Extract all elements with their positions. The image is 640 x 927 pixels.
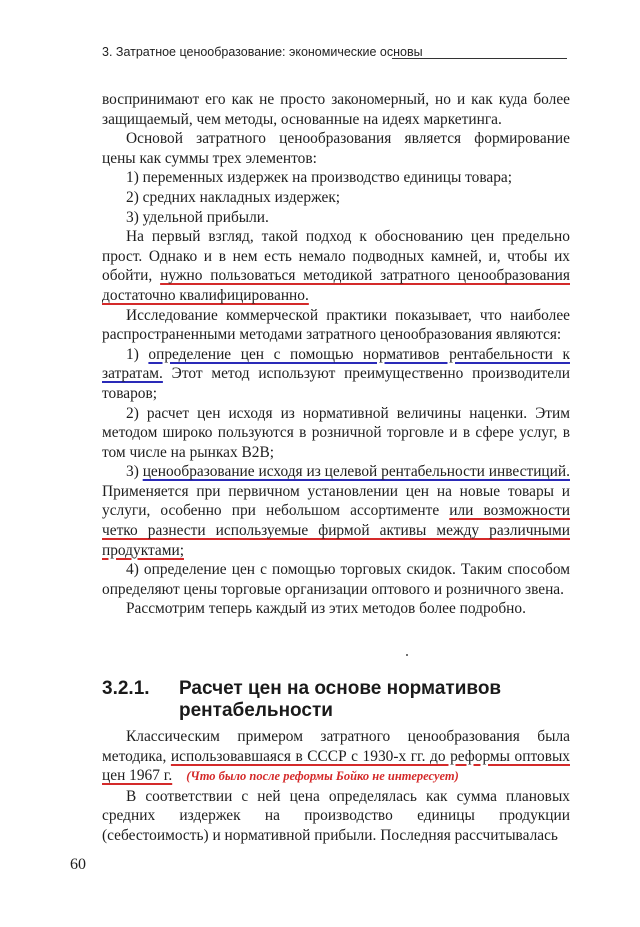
paragraph: В соответствии с ней цена определялась как сумма плановых средних издержек на производство единицы продукции (себестоимость) и нормативной прибыли. Последняя рассчитывалась: [102, 787, 570, 844]
paragraph: [102, 727, 570, 787]
page-number: 60: [70, 856, 86, 873]
text-span: На первый взгляд, такой подход к обоснованию цен предельно прост. Однако и в нем есть немало подводных камней, и, чтобы их обойти,: [102, 228, 570, 285]
method-item: 2) расчет цен исходя из нормативной величины наценки. Этим методом широко пользуются в розничной торговле и в сфере услуг, в том числе на рынках B2B;: [102, 404, 570, 461]
main-text: [102, 90, 570, 619]
text-span: Этот метод используют преимущественно производители товаров;: [102, 365, 570, 402]
section-title: Расчет цен на основе нормативов рентабельности: [179, 678, 502, 721]
blue-underlined-text: определение цен с помощью нормативов рентабельности к затратам.: [102, 345, 570, 383]
method-item: [102, 462, 570, 560]
list-item: 3) удельной прибыли.: [126, 208, 269, 226]
text-span: Применяется при первичном установлении цен на новые товары и услуги, особенно при небольшом ассортименте: [102, 482, 570, 520]
paragraph: воспринимают его как не просто закономерный, но и как куда более защищаемый, чем методы, основанные на идеях маркетинга.: [102, 91, 570, 128]
paragraph: Рассмотрим теперь каждый из этих методов более подробно.: [126, 600, 526, 618]
paragraph: Исследование коммерческой практики показывает, что наиболее распространенными методами затратного ценообразования являются:: [102, 306, 570, 344]
method-item: [102, 345, 570, 404]
list-item: 1) переменных издержек на производство единицы товара;: [126, 169, 513, 187]
red-underlined-text: нужно пользоваться методикой затратного ценообразования достаточно квалифицированно.: [102, 267, 570, 304]
list-item: 2) средних накладных издержек;: [126, 188, 341, 206]
blue-underlined-text: ценообразование исходя из целевой рентабельности инвестиций.: [142, 463, 570, 481]
paragraph: [102, 227, 570, 305]
section-number: 3.2.1.: [102, 678, 150, 699]
item-number: 3): [126, 463, 139, 481]
stray-dot: [406, 654, 408, 656]
header-rule: [392, 58, 567, 59]
running-head: 3. Затратное ценообразование: экономические основы: [102, 45, 423, 59]
paragraph: Основой затратного ценообразования является формирование цены как суммы трех элементов:: [102, 130, 570, 167]
item-number: 1): [126, 345, 139, 363]
red-underlined-text: использовавшаяся в СССР с 1930-х гг. до реформы оптовых цен 1967 г.: [102, 747, 570, 785]
method-item: 4) определение цен с помощью торговых скидок. Таким способом определяют цены торговые организации оптового и розничного звена.: [102, 561, 570, 598]
section-text: [102, 727, 570, 846]
red-underlined-text: или возможности четко разнести используемые фирмой активы между различными продуктами;: [102, 502, 571, 559]
handwritten-annotation: (Что было после реформы Бойко не интересует): [186, 769, 459, 784]
text-span: Классическим примером затратного ценообразования была методика,: [102, 728, 570, 765]
